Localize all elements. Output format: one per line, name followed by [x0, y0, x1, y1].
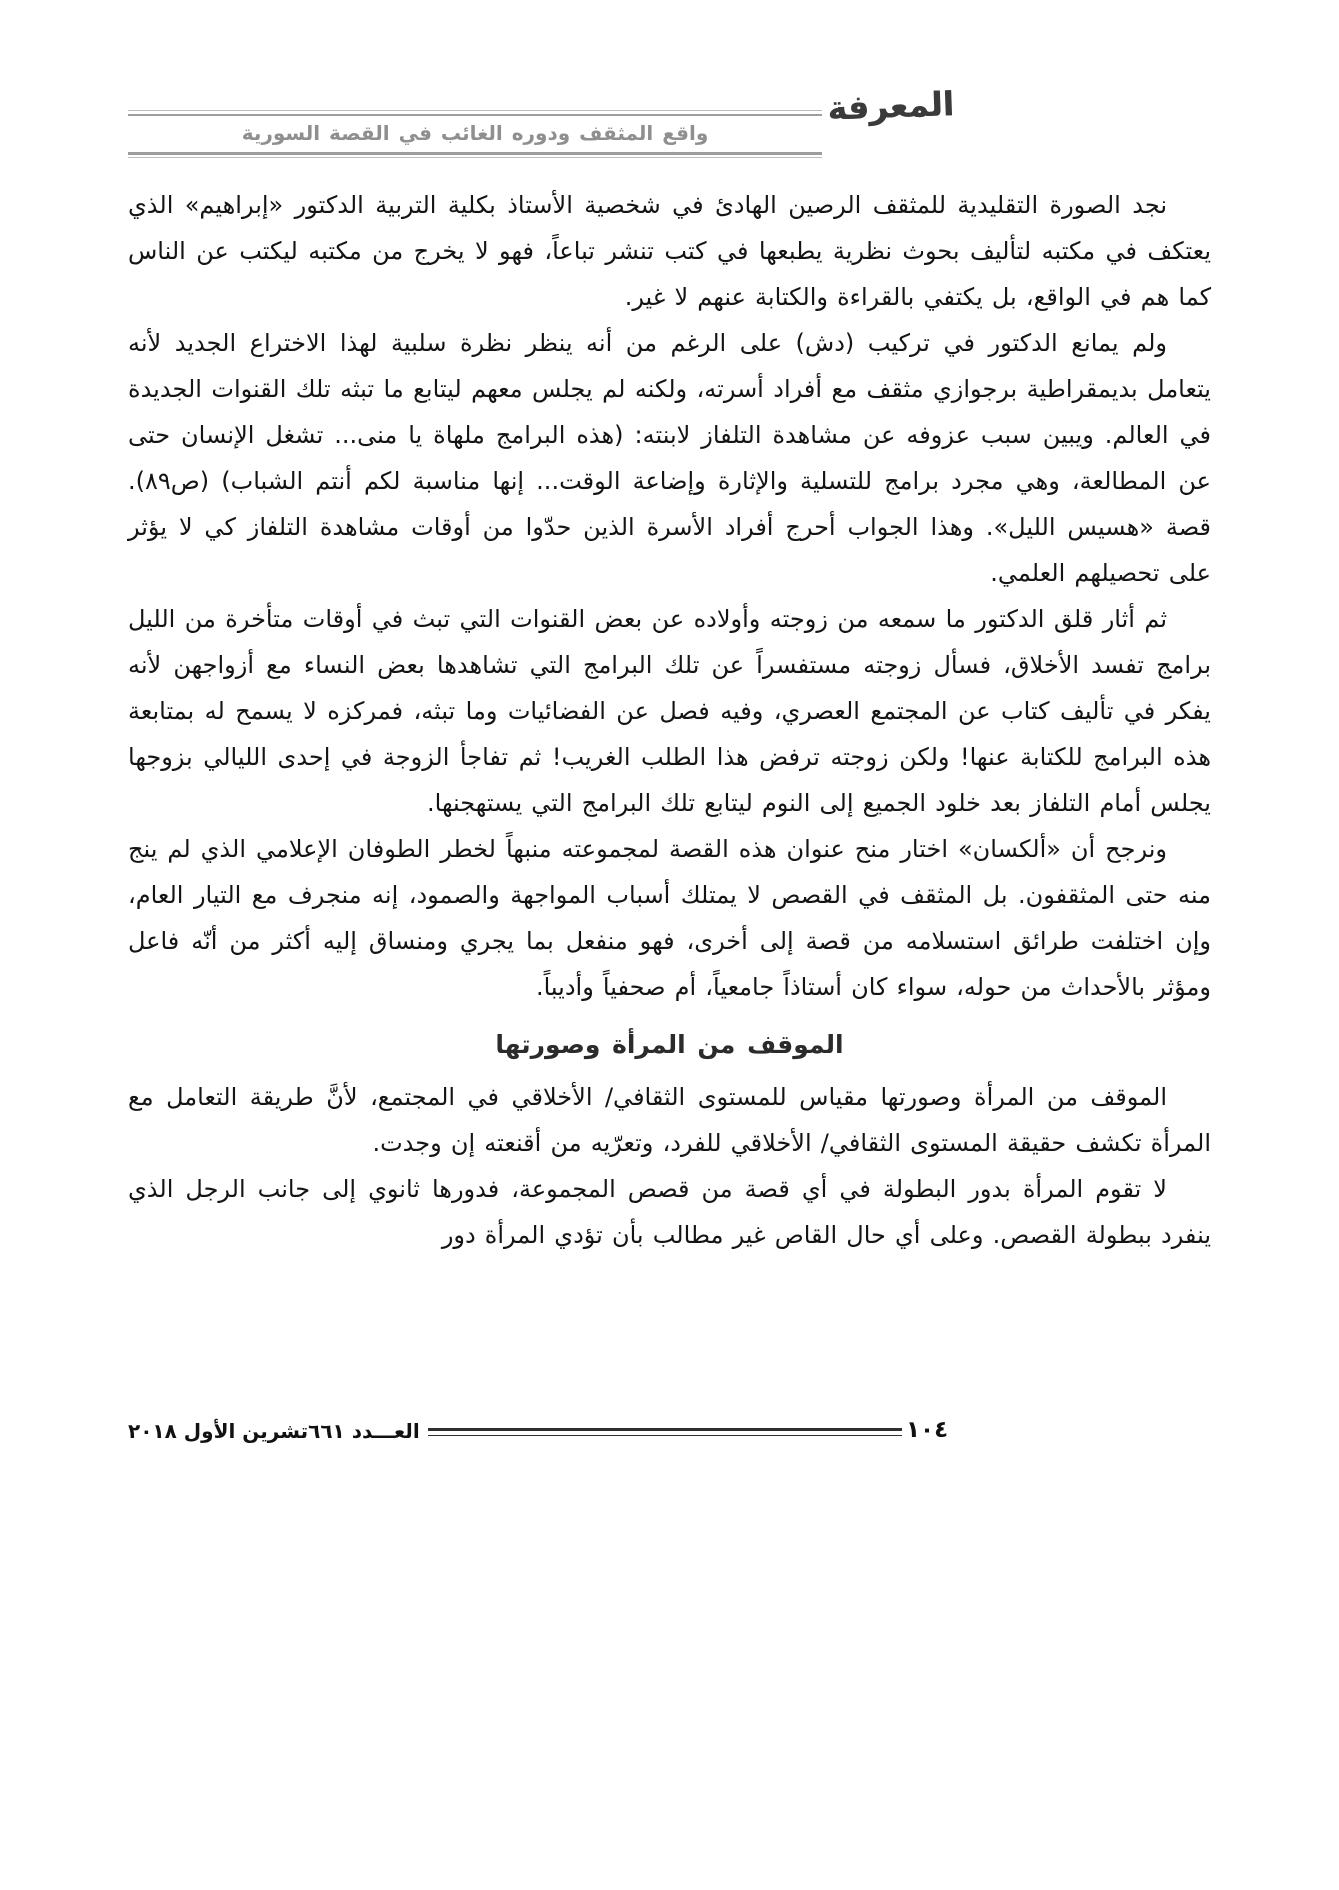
magazine-logo-text: المعرفة — [826, 84, 955, 128]
header-divider-bottom-thin — [128, 157, 822, 158]
section-heading: الموقف من المرأة وصورتها — [495, 1030, 844, 1059]
header-divider-top-thin — [128, 110, 822, 111]
magazine-logo — [826, 84, 955, 128]
footer-divider — [428, 1428, 902, 1436]
footer-divider-thick — [428, 1428, 902, 1431]
body-paragraph: الموقف من المرأة وصورتها مقياس للمستوى الثقافي/ الأخلاقي في المجتمع، لأنَّ طريقة التعامل مع المرأة تكشف حقيقة المستوى الثقافي/ الأخلاقي للفرد، وتعرّيه من أقنعته إن وجدت. — [128, 1083, 1211, 1157]
body-paragraph: نجد الصورة التقليدية للمثقف الرصين الهادئ في شخصية الأستاذ بكلية التربية الدكتور «إبراهيم» الذي يعتكف في مكتبه لتأليف بحوث نظرية يطبعها في كتب تنشر تباعاً، فهو لا يخرج من مكتبه ليكتب عن الناس كما هم في الواقع، بل يكتفي بالقراءة والكتابة عنهم لا غير. — [128, 191, 1211, 311]
footer-issue-label: العـــدد ٦٦١تشرين الأول ٢٠١٨ — [128, 1419, 420, 1443]
body-paragraph: ولم يمانع الدكتور في تركيب (دش) على الرغم من أنه ينظر نظرة سلبية لهذا الاختراع الجديد لأنه يتعامل بديمقراطية برجوازي مثقف مع أفراد أسرته، ولكنه لم يجلس معهم ليتابع ما تبثه تلك القنوات الجديدة في العالم. ويبين سبب عزوفه عن مشاهدة التلفاز لابنته: (هذه البرامج ملهاة يا منى... تشغل الإنسان حتى عن المطالعة، وهي مجرد برامج للتسلية والإثارة وإضاعة الوقت... إنها مناسبة لكم أنتم الشباب) (ص٨٩). قصة «هسيس الليل». وهذا الجواب أحرج أفراد الأسرة الذين حدّوا من أوقات مشاهدة التلفاز كي لا يؤثر على تحصيلهم العلمي. — [128, 329, 1211, 587]
body-paragraph: لا تقوم المرأة بدور البطولة في أي قصة من قصص المجموعة، فدورها ثانوي إلى جانب الرجل الذي ينفرد ببطولة القصص. وعلى أي حال القاص غير مطالب بأن تؤدي المرأة دور — [128, 1175, 1211, 1249]
running-head-title: واقع المثقف ودوره الغائب في القصة السورية — [241, 121, 709, 145]
header-divider-bottom-thick — [128, 152, 822, 155]
footer-divider-thin — [428, 1435, 902, 1436]
page-footer — [128, 1416, 1211, 1458]
body-paragraph: ثم أثار قلق الدكتور ما سمعه من زوجته وأولاده عن بعض القنوات التي تبث في أوقات متأخرة من الليل برامج تفسد الأخلاق، فسأل زوجته مستفسراً عن تلك البرامج التي تشاهدها بعض النساء مع أزواجهن لأنه يفكر في تأليف كتاب عن المجتمع العصري، وفيه فصل عن الفضائيات وما تبثه، فمركزه لا يسمح له بمتابعة هذه البرامج للكتابة عنها! ولكن زوجته ترفض هذا الطلب الغريب! ثم تفاجأ الزوجة في إحدى الليالي بزوجها يجلس أمام التلفاز بعد خلود الجميع إلى النوم ليتابع تلك البرامج التي يستهجنها. — [128, 605, 1211, 817]
body-paragraph: ونرجح أن «ألكسان» اختار منح عنوان هذه القصة لمجموعته منبهاً لخطر الطوفان الإعلامي الذي لم ينج منه حتى المثقفون. بل المثقف في القصص لا يمتلك أسباب المواجهة والصمود، إنه منجرف مع التيار العام، وإن اختلفت طرائق استسلامه من قصة إلى أخرى، فهو منفعل بما يجري ومنساق إليه أكثر من أنّه فاعل ومؤثر بالأحداث من حوله، سواء كان أستاذاً جامعياً، أم صحفياً وأديباً. — [128, 835, 1211, 1001]
article-body — [128, 182, 1211, 1258]
footer-page-number: ١٠٤ — [906, 1417, 949, 1443]
page-header — [128, 110, 822, 158]
